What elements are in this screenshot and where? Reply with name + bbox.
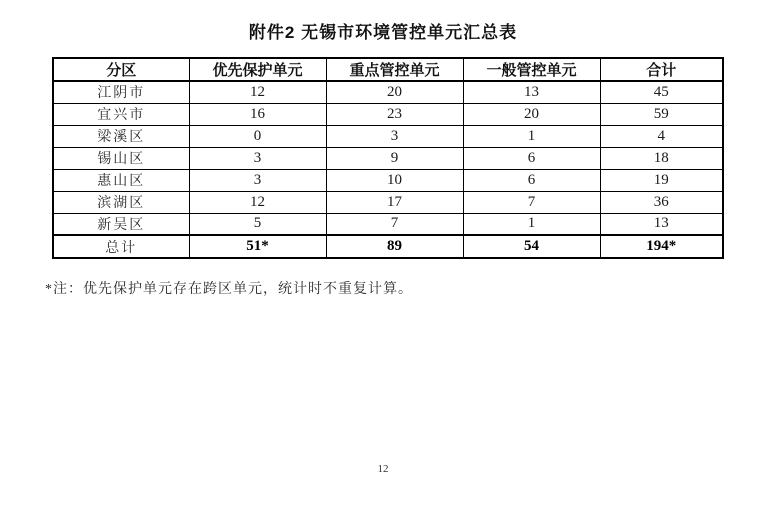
table-cell: 0 <box>189 125 326 147</box>
column-header-district: 分区 <box>53 58 189 81</box>
table-cell-district: 锡山区 <box>53 147 189 169</box>
table-cell: 7 <box>463 191 600 213</box>
table-cell: 19 <box>600 169 723 191</box>
page-number: 12 <box>377 463 389 475</box>
table-cell-district: 江阴市 <box>53 81 189 103</box>
table-cell: 45 <box>600 81 723 103</box>
table-row <box>53 125 723 147</box>
table-cell: 89 <box>326 235 463 258</box>
table-cell: 7 <box>326 213 463 235</box>
table-cell: 20 <box>463 103 600 125</box>
table-cell-district: 梁溪区 <box>53 125 189 147</box>
table-cell: 3 <box>326 125 463 147</box>
footnote: *注：优先保护单元存在跨区单元，统计时不重复计算。 <box>45 282 413 297</box>
table-cell-total-label: 总计 <box>53 235 189 258</box>
table-cell: 13 <box>600 213 723 235</box>
table-cell: 194* <box>600 235 723 258</box>
table-cell: 1 <box>463 213 600 235</box>
table-cell: 59 <box>600 103 723 125</box>
table-row <box>53 103 723 125</box>
table-cell: 12 <box>189 81 326 103</box>
table-cell: 54 <box>463 235 600 258</box>
table-row <box>53 169 723 191</box>
table-row <box>53 81 723 103</box>
table-cell: 9 <box>326 147 463 169</box>
table-cell: 51* <box>189 235 326 258</box>
table-cell: 12 <box>189 191 326 213</box>
table-cell: 4 <box>600 125 723 147</box>
table-cell: 16 <box>189 103 326 125</box>
header-row <box>53 58 723 81</box>
table-cell: 6 <box>463 147 600 169</box>
table-cell: 1 <box>463 125 600 147</box>
table-cell: 5 <box>189 213 326 235</box>
table-cell-district: 惠山区 <box>53 169 189 191</box>
column-header-general-control: 一般管控单元 <box>463 58 600 81</box>
table-row <box>53 147 723 169</box>
table-row <box>53 191 723 213</box>
table-cell: 18 <box>600 147 723 169</box>
table-cell: 17 <box>326 191 463 213</box>
summary-table <box>52 57 724 259</box>
column-header-priority-protection: 优先保护单元 <box>189 58 326 81</box>
table-row-total <box>53 235 723 258</box>
table-row <box>53 213 723 235</box>
table-cell: 3 <box>189 169 326 191</box>
table-cell-district: 宜兴市 <box>53 103 189 125</box>
table-cell: 3 <box>189 147 326 169</box>
column-header-total: 合计 <box>600 58 723 81</box>
table-cell-district: 新吴区 <box>53 213 189 235</box>
table-cell: 20 <box>326 81 463 103</box>
table-cell-district: 滨湖区 <box>53 191 189 213</box>
column-header-key-control: 重点管控单元 <box>326 58 463 81</box>
document-title: 附件2 无锡市环境管控单元汇总表 <box>248 23 518 42</box>
table-cell: 23 <box>326 103 463 125</box>
table-cell: 10 <box>326 169 463 191</box>
table-cell: 13 <box>463 81 600 103</box>
table-cell: 36 <box>600 191 723 213</box>
table-cell: 6 <box>463 169 600 191</box>
